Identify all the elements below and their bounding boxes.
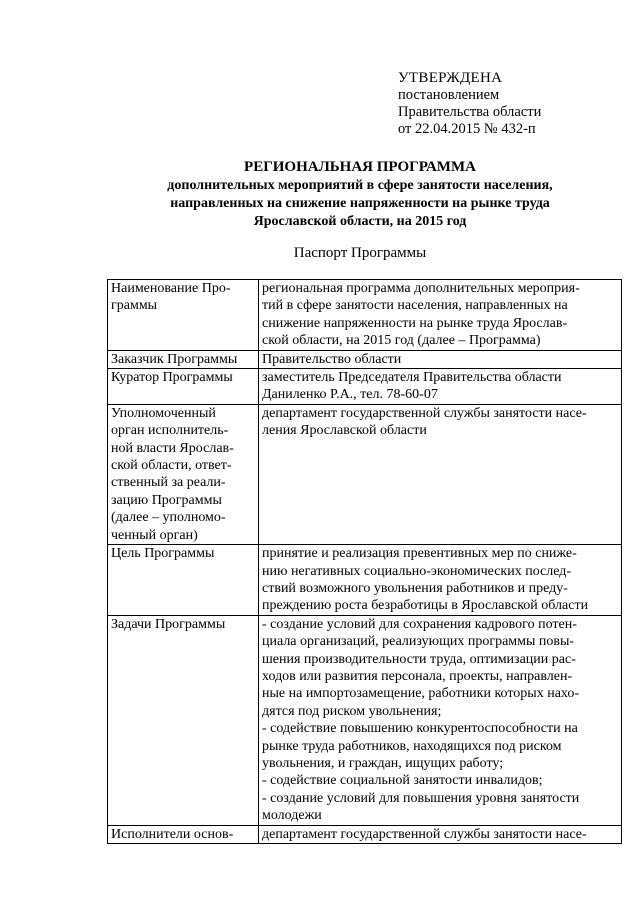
row-value-line: ской области, на 2015 год (далее – Программа) [262, 333, 541, 349]
approval-line: Правительства области [398, 104, 542, 120]
title-line: РЕГИОНАЛЬНАЯ ПРОГРАММА [244, 159, 476, 175]
row-value [259, 280, 622, 351]
title-line: направленных на снижение напряженности на рынке труда [170, 196, 550, 211]
row-value-line: региональная программа дополнительных мероприя- [262, 281, 580, 296]
row-label-line: Наименование Про- [111, 281, 231, 296]
approval-line: постановлением [398, 87, 500, 103]
row-value-line: ные на импортозамещение, работники которых нахо- [262, 686, 580, 702]
row-label-line: Заказчик Программы [111, 351, 238, 367]
row-value-line: ходов или развития персонала, проекты, направлен- [262, 668, 573, 684]
row-value-line: Правительство области [262, 351, 402, 367]
table-row [108, 280, 622, 351]
row-value-line: циала организаций, реализующих программы повы- [262, 634, 575, 650]
row-label-line: ственный за реали- [111, 475, 226, 491]
table-row [108, 369, 622, 405]
row-value-line: нию негативных социально-экономических послед- [262, 563, 572, 579]
table-row [108, 404, 622, 544]
title-line: Ярославской области, на 2015 год [253, 214, 467, 229]
row-value-line: - создание условий для сохранения кадрового потен- [262, 616, 577, 632]
row-label [108, 404, 259, 544]
row-value [259, 404, 622, 544]
row-value-line: принятие и реализация превентивных мер по сниже- [262, 546, 577, 562]
row-value-line: заместитель Председателя Правительства области [262, 370, 562, 386]
passport-heading: Паспорт Программы [293, 245, 427, 261]
row-label [108, 825, 259, 843]
row-label-line: зацию Программы [111, 492, 222, 508]
table-row [108, 545, 622, 616]
row-value [259, 615, 622, 825]
row-value-line: тий в сфере занятости населения, направленных на [262, 298, 568, 314]
row-label-line: Куратор Программы [111, 370, 233, 386]
row-label-line: Цель Программы [111, 546, 215, 562]
row-label [108, 545, 259, 616]
title-line: дополнительных мероприятий в сфере занятости населения, [167, 178, 553, 193]
row-label-line: (далее – уполномо- [111, 510, 226, 526]
row-value-line: - создание условий для повышения уровня занятости [262, 790, 580, 806]
row-label [108, 350, 259, 368]
row-value-line: шения производительности труда, оптимизации рас- [262, 651, 576, 667]
row-label-line: ченный орган) [111, 527, 198, 543]
row-label-line: граммы [111, 298, 158, 314]
row-value-line: - содействие повышению конкурентоспособности на [262, 721, 578, 737]
row-value-line: рынке труда работников, находящихся под риском [262, 738, 562, 754]
approval-line: от 22.04.2015 № 432-п [398, 121, 536, 137]
row-label [108, 615, 259, 825]
row-label-line: Уполномоченный [111, 405, 216, 421]
row-value-line: ствий возможного увольнения работников и преду- [262, 580, 568, 596]
row-value [259, 545, 622, 616]
document-title [100, 158, 620, 231]
row-value [259, 350, 622, 368]
row-value-line: Даниленко Р.А., тел. 78-60-07 [262, 387, 438, 403]
row-value-line: департамент государственной службы занятости насе- [262, 826, 587, 842]
row-value [259, 369, 622, 405]
row-label-line: Задачи Программы [111, 616, 226, 632]
row-label [108, 280, 259, 351]
approval-heading: УТВЕРЖДЕНА [398, 70, 503, 86]
row-value-line: молодежи [262, 808, 322, 824]
row-value [259, 825, 622, 843]
passport-table [107, 279, 622, 844]
row-value-line: департамент государственной службы занятости насе- [262, 405, 587, 421]
row-value-line: увольнения, и граждан, ищущих работу; [262, 755, 504, 771]
row-label-line: ной власти Ярослав- [111, 440, 234, 456]
row-value-line: ления Ярославской области [262, 423, 427, 439]
row-value-line: преждению роста безработицы в Ярославской области [262, 598, 589, 614]
row-label-line: Исполнители основ- [111, 826, 234, 842]
table-row [108, 825, 622, 843]
row-value-line: - содействие социальной занятости инвалидов; [262, 773, 543, 789]
table-row [108, 350, 622, 368]
approval-stamp [398, 70, 541, 138]
row-label-line: ской области, ответ- [111, 458, 232, 474]
row-label-line: орган исполнитель- [111, 423, 229, 439]
row-value-line: дятся под риском увольнения; [262, 703, 442, 719]
table-row [108, 615, 622, 825]
row-value-line: снижение напряженности на рынке труда Ярослав- [262, 315, 568, 331]
row-label [108, 369, 259, 405]
